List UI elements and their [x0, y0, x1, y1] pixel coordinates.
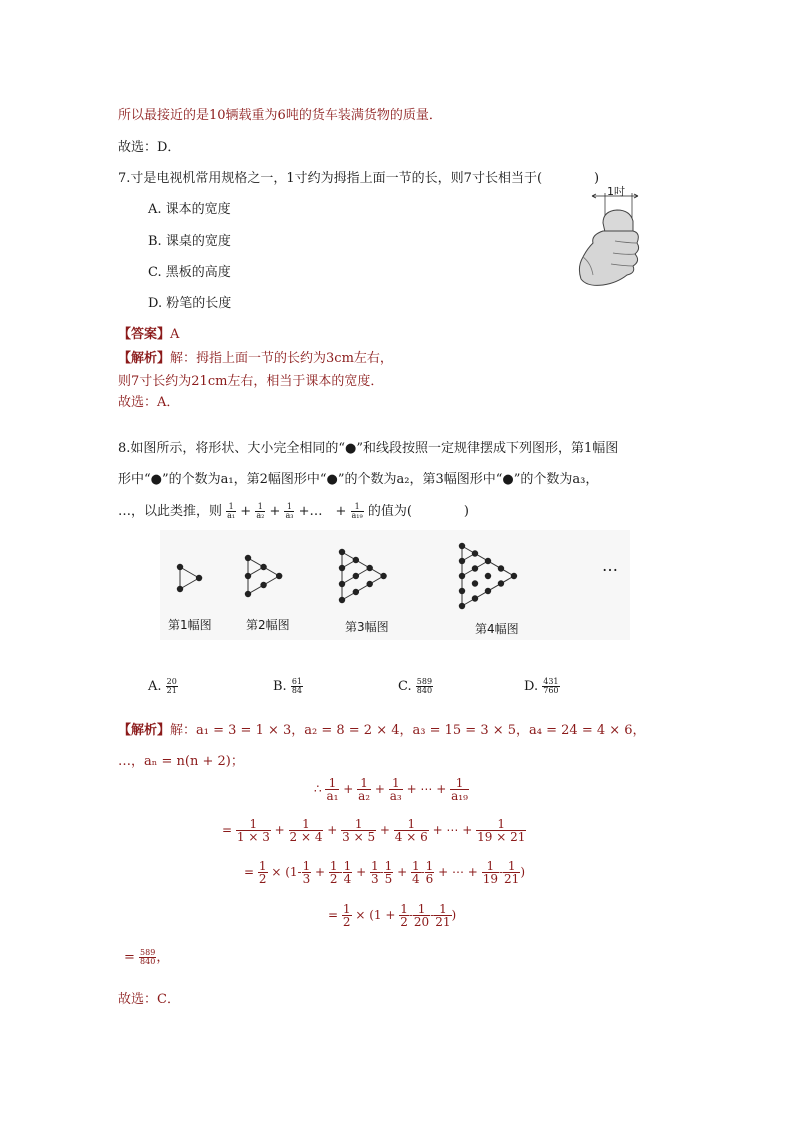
figure-label-2: 第2幅图 [246, 618, 290, 632]
q7-choose: 故选：A． [118, 395, 180, 410]
figure-dot [339, 549, 345, 555]
figure-segment [180, 578, 199, 589]
figure-dot [498, 580, 504, 586]
q8-line3: …，以此类推，则 $\frac{1}{\text{a₁}}$ + $\frac{1}{\text{a₂}}$ + $\frac{1}{\text{a₃}}$ +… + $\frac{1}{\text{a₁₉}}$ 的值为( ) [118, 502, 470, 520]
figure-dot [459, 543, 465, 549]
figure-dot [459, 558, 465, 564]
q7-option-a: A. 课本的宽度 [148, 202, 231, 217]
q7-analysis-1 [118, 347, 393, 366]
figure-dot [459, 603, 465, 609]
figure-dot [339, 565, 345, 571]
figure-label-4: 第4幅图 [475, 622, 519, 636]
figure-dot [353, 557, 359, 563]
answer-value: A [170, 327, 180, 342]
figure-dot [339, 597, 345, 603]
q8-step-2: = $\frac{1}{1 \times 3}$ + $\frac{1}{2 \times 4}$ + $\frac{1}{3 \times 5}$ + $\frac{1}{4 \times 6}$ + ⋯ + $\frac{1}{19 \times 21}$ [222, 817, 526, 844]
q7-answer [118, 323, 179, 342]
figure-dot [260, 564, 266, 570]
figure-dot [485, 573, 491, 579]
q7-analysis-2: 则7寸长约为21cm左右，相当于课本的宽度． [118, 374, 384, 389]
q8-line1: 8.如图所示，将形状、大小完全相同的“●”和线段按照一定规律摆成下列图形，第1幅图 [118, 441, 619, 456]
thumb-label: 1吋 [607, 185, 625, 198]
figure-dot [459, 573, 465, 579]
figure-dot [245, 591, 251, 597]
q8-option-d: D. $\frac{431}{760}$ [524, 677, 559, 695]
q8-option-c: C. $\frac{589}{840}$ [398, 677, 433, 695]
prev-choose: 故选：D． [118, 140, 181, 155]
figure-dot [472, 595, 478, 601]
figure-dot [339, 581, 345, 587]
figure-label-1: 第1幅图 [168, 618, 212, 632]
q8-step-3: = $\frac{1}{2}$ × (1- $\frac{1}{3}$ + $\frac{1}{2}$ - $\frac{1}{4}$ + $\frac{1}{3}$ - $\frac{1}{5}$ + $\frac{1}{4}$ - $\frac{1}{6}$ + ⋯ + $\frac{1}{19}$ - $\frac{1}{21}$ ) [244, 859, 525, 886]
figure-dot [498, 565, 504, 571]
thumb-figure [575, 183, 645, 298]
figure-dot [196, 575, 202, 581]
figure-continuation: … [602, 556, 618, 575]
figure-dot [353, 589, 359, 595]
q8-line2: 形中“●”的个数为a₁，第2幅图形中“●”的个数为a₂，第3幅图形中“●”的个数为a₃， [118, 472, 599, 487]
triangle-figures [160, 530, 630, 640]
q8-line3-suffix: 的值为( ) [367, 504, 470, 519]
q8-term-1: $\frac{1}{\text{a₁}}$ [227, 502, 236, 520]
figure-label-3: 第3幅图 [345, 620, 389, 634]
q8-analysis-2: …，aₙ = n(n + 2)； [118, 754, 244, 769]
q8-option-b: B. $\frac{61}{84}$ [273, 677, 303, 695]
figure-dot [380, 573, 386, 579]
q8-analysis-text1: 解：a₁ = 3 = 1 × 3，a₂ = 8 = 2 × 4，a₃ = 15 = 3 × 5，a₄ = 24 = 4 × 6， [170, 723, 646, 738]
figure-dot [367, 565, 373, 571]
q8-analysis-tag: 【解析】 [118, 723, 171, 738]
q8-choose: 故选：C． [118, 992, 180, 1007]
figure-segment [342, 576, 384, 600]
figure-dot [353, 573, 359, 579]
q7-option-d: D. 粉笔的长度 [148, 296, 232, 311]
q7-option-c: C. 黑板的高度 [148, 265, 231, 280]
figure-dot [485, 588, 491, 594]
q7-question: 7.寸是电视机常用规格之一，1寸约为拇指上面一节的长，则7寸长相当于( ) [118, 171, 600, 186]
figure-dot [472, 550, 478, 556]
figure-dot [459, 588, 465, 594]
figure-dot [472, 565, 478, 571]
q8-step-4: = $\frac{1}{2}$ × (1 + $\frac{1}{2}$ - $\frac{1}{20}$ - $\frac{1}{21}$ ) [328, 902, 457, 929]
figure-dot [367, 581, 373, 587]
figure-dot [177, 564, 183, 570]
q8-term-2: $\frac{1}{\text{a₂}}$ [256, 502, 265, 520]
q8-term-19: $\frac{1}{\text{a₁₉}}$ [351, 502, 363, 520]
q8-step-1: ∴ $\frac{1}{\text{a₁}}$ + $\frac{1}{\text{a₂}}$ + $\frac{1}{\text{a₃}}$ + ⋯ + $\frac{1}{\text{a₁₉}}$ [314, 776, 468, 803]
figure-segment [180, 567, 199, 578]
figure-dot [485, 558, 491, 564]
analysis-tag: 【解析】 [118, 351, 171, 366]
prev-conclusion: 所以最接近的是10辆载重为6吨的货车装满货物的质量． [118, 108, 442, 123]
answer-tag: 【答案】 [118, 327, 171, 342]
figure-dot [245, 573, 251, 579]
figure-dot [276, 573, 282, 579]
figure-dot [260, 582, 266, 588]
q8-line3-prefix: …，以此类推，则 [118, 504, 223, 519]
q8-option-a: A. $\frac{20}{21}$ [148, 677, 177, 695]
analysis-text: 解：拇指上面一节的长约为3cm左右， [170, 351, 393, 366]
q8-analysis-1 [118, 719, 646, 738]
figure-dot [511, 573, 517, 579]
figure-dot [245, 555, 251, 561]
q8-term-3: $\frac{1}{\text{a₃}}$ [285, 502, 294, 520]
q8-result: = $\frac{589}{840}$ ， [124, 948, 170, 966]
q8-ellipsis: +… + [298, 504, 347, 519]
figure-dot [177, 586, 183, 592]
figure-dot [472, 580, 478, 586]
q7-option-b: B. 课桌的宽度 [148, 234, 231, 249]
